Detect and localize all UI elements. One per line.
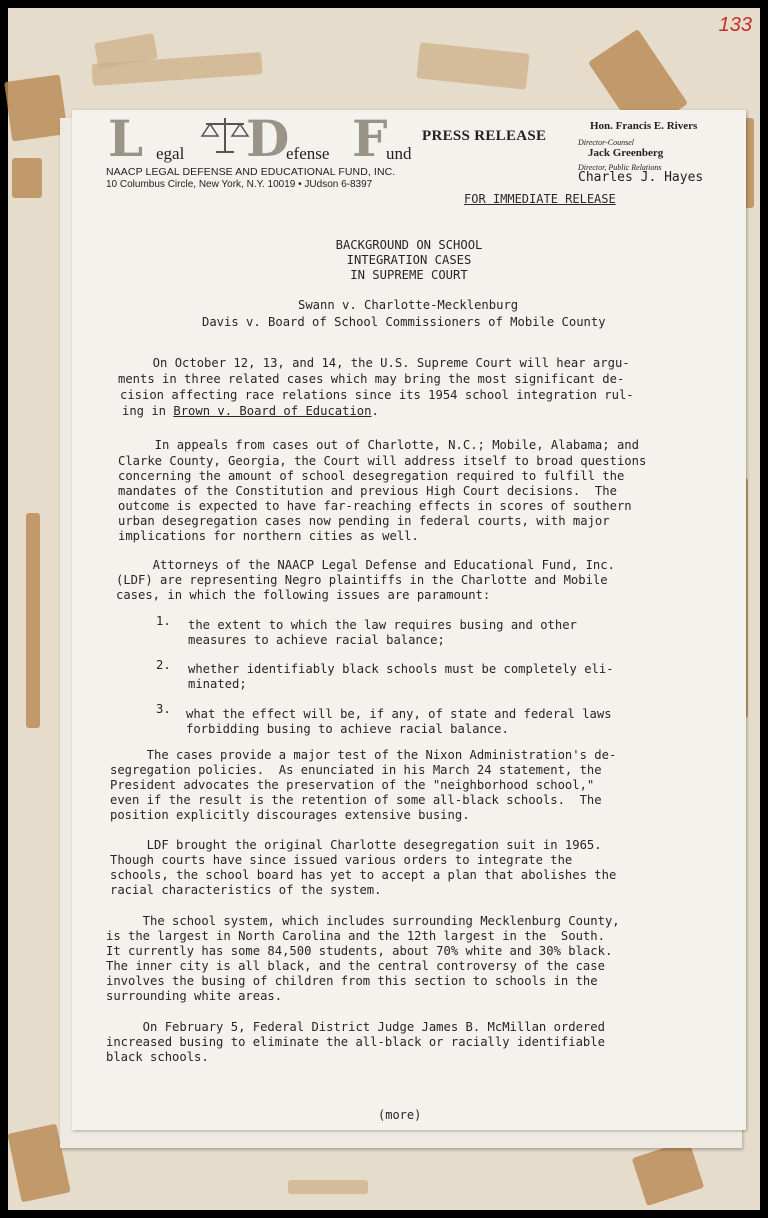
staff-role: Director-Counsel — [578, 138, 634, 147]
tape-strip — [26, 513, 40, 728]
staff-role: Director, Public Relations — [578, 163, 662, 172]
title-line: IN SUPREME COURT — [350, 268, 468, 282]
title-line: BACKGROUND ON SCHOOL — [335, 238, 483, 252]
paragraph-line: It currently has some 84,500 students, about 70% white and 30% black. — [106, 944, 613, 958]
list-item-line: measures to achieve racial balance; — [188, 633, 445, 647]
paragraph-line: increased busing to eliminate the all-black or racially identifiable — [106, 1035, 605, 1049]
paragraph-line: The cases provide a major test of the Nixon Administration's de- — [110, 748, 617, 762]
case-name: Davis v. Board of School Commissioners of Mobile County — [202, 315, 606, 329]
paragraph-line: outcome is expected to have far-reaching effects in scores of southern — [118, 499, 632, 513]
paragraph-line: urban desegregation cases now pending in federal courts, with major — [118, 514, 610, 528]
paragraph-line: racial characteristics of the system. — [110, 883, 382, 897]
more-footer: (more) — [378, 1108, 422, 1122]
paragraph-line: Though courts have since issued various orders to integrate the — [110, 853, 573, 867]
paragraph-line: The school system, which includes surrounding Mecklenburg County, — [106, 914, 620, 928]
tape-strip — [288, 1180, 368, 1194]
paragraph-line: is the largest in North Carolina and the 12th largest in the South. — [106, 929, 605, 943]
organization-address: 10 Columbus Circle, New York, N.Y. 10019 • JUdson 6-8397 — [106, 179, 373, 190]
paragraph-line: involves the busing of children from this section to schools in the — [106, 974, 598, 988]
title-line: INTEGRATION CASES — [346, 253, 472, 267]
paragraph-line: ments in three related cases which may bring the most significant de- — [118, 372, 625, 386]
paragraph-line: position explicitly discourages extensive busing. — [110, 808, 470, 822]
paragraph-line: In appeals from cases out of Charlotte, N.C.; Mobile, Alabama; and — [118, 438, 639, 452]
tape-strip — [416, 42, 529, 89]
paragraph-line: Clarke County, Georgia, the Court will address itself to broad questions — [118, 454, 647, 468]
paragraph-line: black schools. — [106, 1050, 209, 1064]
ldf-logo: L egal D efense F und — [108, 109, 412, 168]
paragraph-line: implications for northern cities as well. — [118, 529, 419, 543]
tape-strip — [12, 158, 42, 198]
paragraph-line: cision affecting race relations since its 1954 school integration rul- — [120, 388, 634, 402]
tape-strip — [632, 1140, 705, 1206]
list-item-line: what the effect will be, if any, of state and federal laws — [186, 707, 612, 721]
paragraph-line: cases, in which the following issues are paramount: — [116, 588, 491, 602]
tape-strip — [4, 74, 68, 141]
paragraph-line: On February 5, Federal District Judge James B. McMillan ordered — [106, 1020, 605, 1034]
list-item-line: minated; — [188, 677, 247, 691]
paragraph-line: concerning the amount of school desegregation required to fulfill the — [118, 469, 625, 483]
paragraph-line: On October 12, 13, and 14, the U.S. Supreme Court will hear argu- — [116, 356, 630, 370]
paragraph-line: mandates of the Constitution and previous High Court decisions. The — [118, 484, 617, 498]
list-item-line: forbidding busing to achieve racial balance. — [186, 722, 509, 736]
brown-case-citation: Brown v. Board of Education — [173, 404, 372, 418]
paragraph-line: schools, the school board has yet to accept a plan that abolishes the — [110, 868, 617, 882]
paragraph-line: President advocates the preservation of the "neighborhood school," — [110, 778, 595, 792]
paragraph-line: segregation policies. As enunciated in his March 24 statement, the — [110, 763, 602, 777]
paragraph-line: even if the result is the retention of some all-black schools. The — [110, 793, 602, 807]
press-release-sheet — [72, 110, 746, 1130]
organization-name: NAACP LEGAL DEFENSE AND EDUCATIONAL FUND, INC. — [106, 166, 396, 178]
press-release-heading: PRESS RELEASE — [422, 128, 547, 144]
paragraph-line: surrounding white areas. — [106, 989, 283, 1003]
list-number: 3. — [156, 702, 171, 716]
scales-of-justice-icon — [200, 116, 250, 156]
staff-name: Hon. Francis E. Rivers — [590, 120, 698, 132]
staff-name: Charles J. Hayes — [578, 170, 704, 185]
paragraph-line: Attorneys of the NAACP Legal Defense and Educational Fund, Inc. — [116, 558, 615, 572]
page-number: 133 — [718, 14, 752, 36]
paragraph-line: (LDF) are representing Negro plaintiffs in the Charlotte and Mobile — [116, 573, 608, 587]
list-item-line: whether identifiably black schools must be completely eli- — [188, 662, 614, 676]
list-item-line: the extent to which the law requires busing and other — [188, 618, 577, 632]
case-name: Swann v. Charlotte-Mecklenburg — [298, 298, 519, 312]
paragraph-line: LDF brought the original Charlotte desegregation suit in 1965. — [110, 838, 602, 852]
staff-name: Jack Greenberg — [588, 147, 664, 159]
paragraph-line: ing in Brown v. Board of Education. — [122, 404, 379, 418]
list-number: 1. — [156, 614, 171, 628]
release-note: FOR IMMEDIATE RELEASE — [464, 192, 616, 206]
paragraph-line: The inner city is all black, and the central controversy of the case — [106, 959, 605, 973]
list-number: 2. — [156, 658, 171, 672]
